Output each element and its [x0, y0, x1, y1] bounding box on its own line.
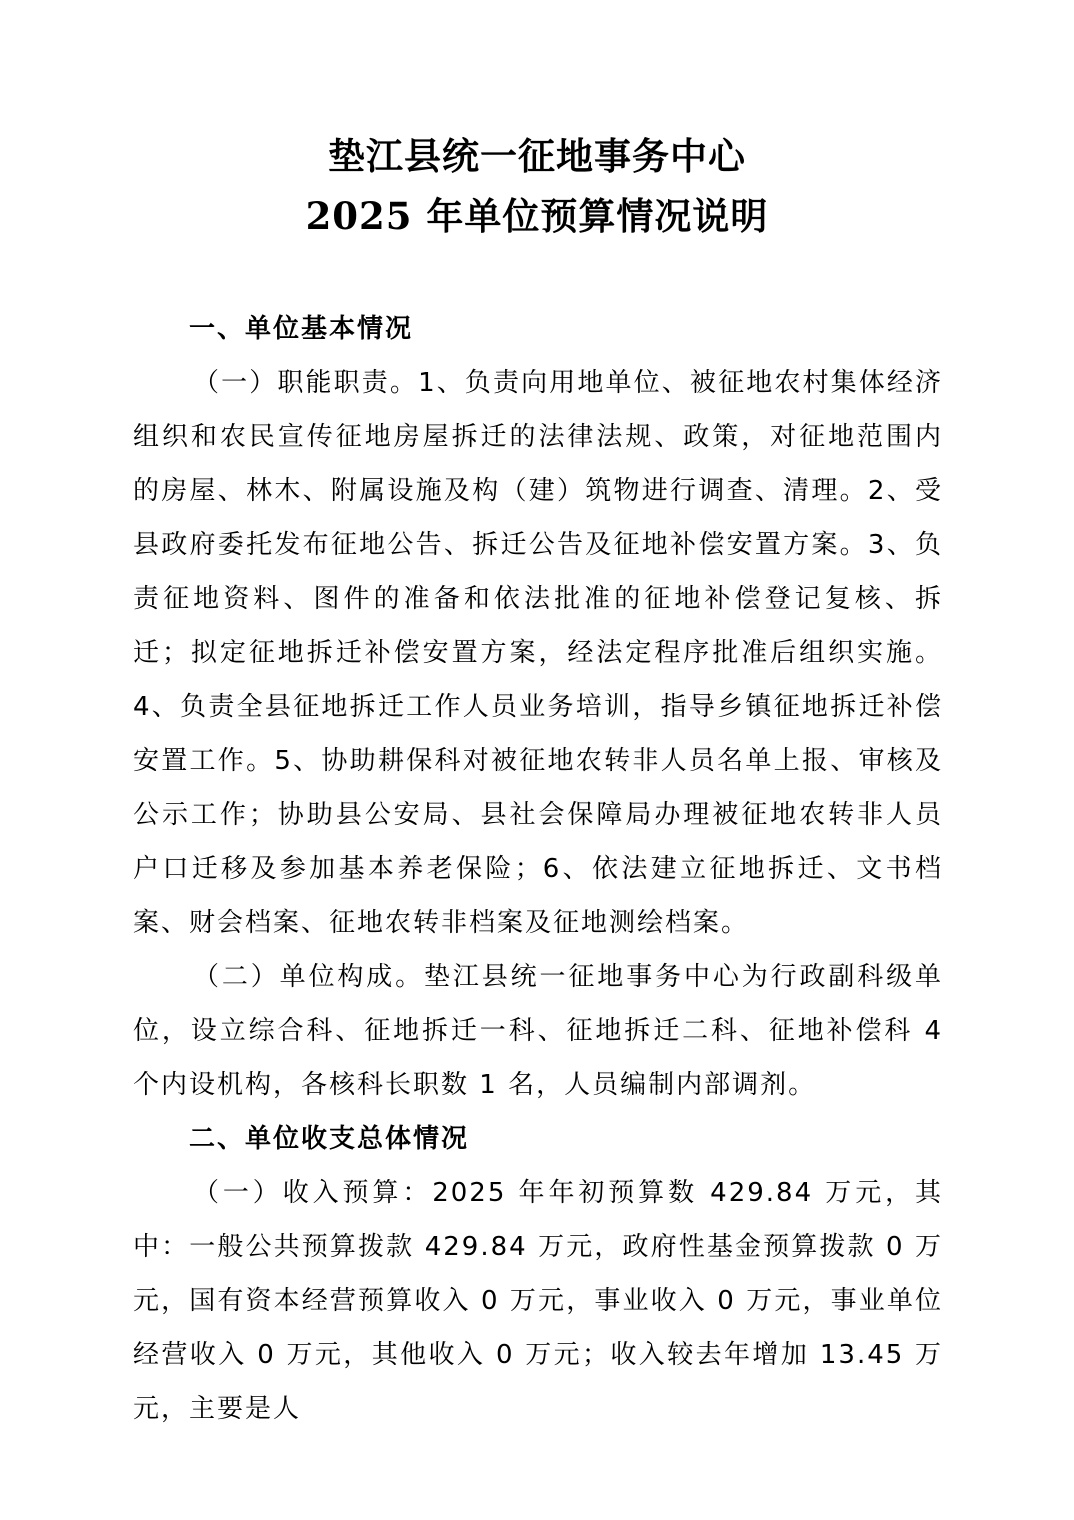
- paragraph-composition: （二）单位构成。垫江县统一征地事务中心为行政副科级单位，设立综合科、征地拆迁一科、征地拆迁二科、征地补偿科 4 个内设机构，各核科长职数 1 名，人员编制内部调剂。: [133, 962, 943, 1100]
- title-line-2: 2025 年单位预算情况说明: [305, 194, 769, 238]
- title-line-1: 垫江县统一征地事务中心: [328, 134, 746, 178]
- paragraph-income-budget: （一）收入预算：2025 年年初预算数 429.84 万元，其中：一般公共预算拨款 429.84 万元，政府性基金预算拨款 0 万元，国有资本经营预算收入 0 万元，事业收入 0 万元，事业单位经营收入 0 万元，其他收入 0 万元；收入较去年增加 13.45 万元，主要是人: [133, 1178, 943, 1424]
- section-heading-basic-info: 一、单位基本情况: [189, 314, 414, 344]
- section-heading-income-expense: 二、单位收支总体情况: [189, 1124, 470, 1154]
- document-body: [133, 302, 943, 1436]
- paragraph-functions: （一）职能职责。1、负责向用地单位、被征地农村集体经济组织和农民宣传征地房屋拆迁的法律法规、政策，对征地范围内的房屋、林木、附属设施及构（建）筑物进行调查、清理。2、受县政府委托发布征地公告、拆迁公告及征地补偿安置方案。3、负责征地资料、图件的准备和依法批准的征地补偿登记复核、拆迁；拟定征地拆迁补偿安置方案，经法定程序批准后组织实施。4、负责全县征地拆迁工作人员业务培训，指导乡镇征地拆迁补偿安置工作。5、协助耕保科对被征地农转非人员名单上报、审核及公示工作；协助县公安局、县社会保障局办理被征地农转非人员户口迁移及参加基本养老保险；6、依法建立征地拆迁、文书档案、财会档案、征地农转非档案及征地测绘档案。: [133, 368, 943, 938]
- document-title: [0, 126, 1074, 246]
